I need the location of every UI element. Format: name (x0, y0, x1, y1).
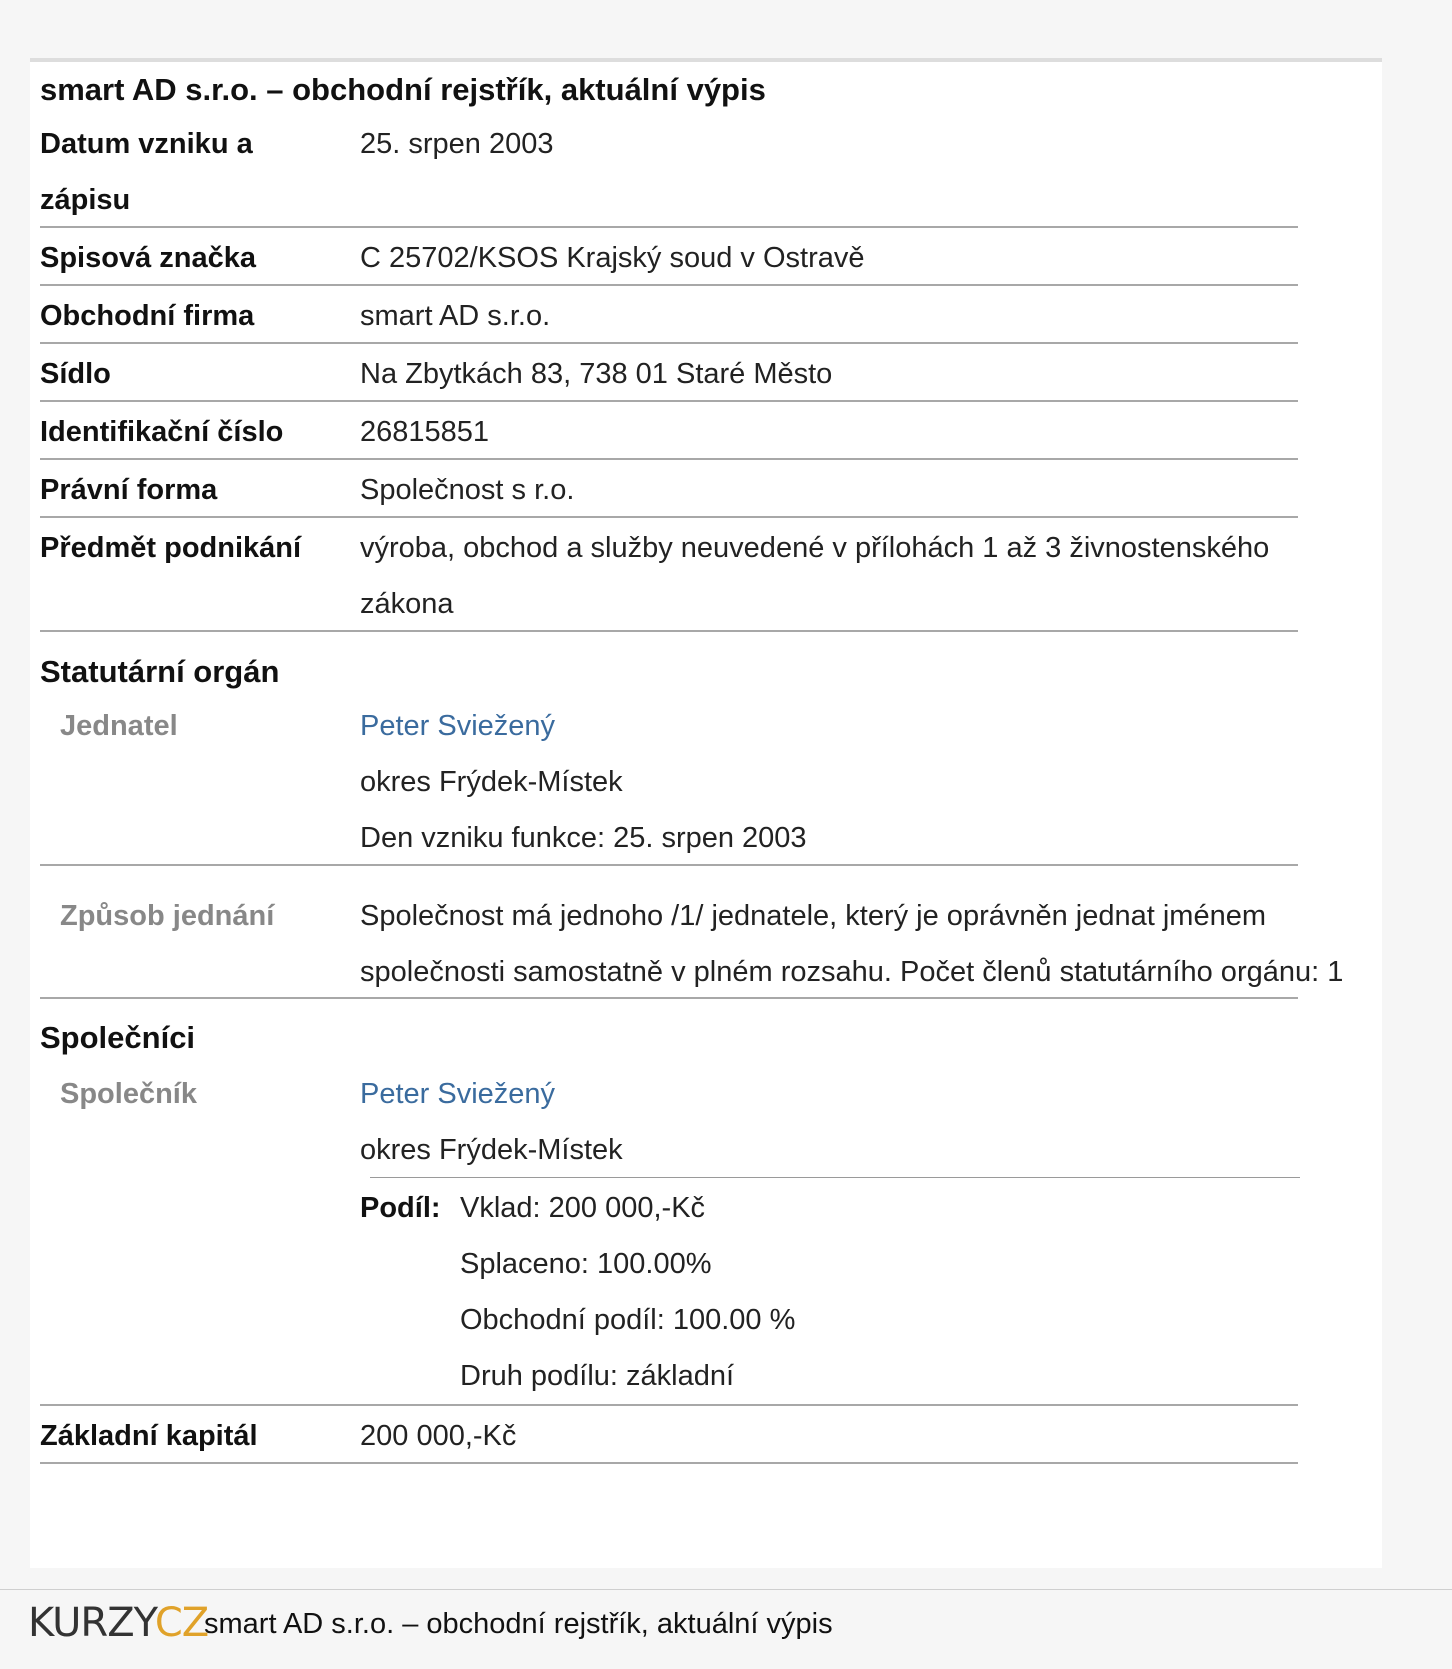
divider (40, 516, 1298, 518)
value-datum-vzniku: 25. srpen 2003 (360, 128, 554, 160)
value-pravni-forma: Společnost s r.o. (360, 474, 575, 506)
value-sidlo: Na Zbytkách 83, 738 01 Staré Město (360, 358, 833, 390)
label-podil: Podíl: (360, 1192, 441, 1224)
link-jednatel-name[interactable]: Peter Sviežený (360, 710, 556, 742)
label-spolecnik: Společník (60, 1078, 197, 1110)
label-identifikacni-cislo: Identifikační číslo (40, 416, 284, 448)
value-identifikacni-cislo: 26815851 (360, 416, 490, 448)
value-splaceno: Splaceno: 100.00% (460, 1248, 712, 1280)
divider (40, 342, 1298, 344)
footer-title: smart AD s.r.o. – obchodní rejstřík, aktuální výpis (204, 1608, 833, 1640)
divider (40, 864, 1298, 866)
value-obchodni-podil: Obchodní podíl: 100.00 % (460, 1304, 796, 1336)
divider (40, 458, 1298, 460)
divider (40, 1404, 1298, 1406)
value-predmet-podnikani-line2: zákona (360, 588, 454, 620)
label-pravni-forma: Právní forma (40, 474, 218, 506)
value-jednatel-okres: okres Frýdek-Místek (360, 766, 623, 798)
value-obchodni-firma: smart AD s.r.o. (360, 300, 551, 332)
section-heading-statutarni-organ: Statutární orgán (40, 654, 280, 689)
link-spolecnik-name[interactable]: Peter Sviežený (360, 1078, 556, 1110)
value-zpusob-jednani-line2: společnosti samostatně v plném rozsahu. Počet členů statutárního orgánu: 1 (360, 956, 1344, 988)
divider (40, 226, 1298, 228)
label-datum-vzniku-line2: zápisu (40, 184, 131, 216)
divider (40, 997, 1298, 999)
label-zakladni-kapital: Základní kapitál (40, 1420, 258, 1452)
divider-podil (370, 1177, 1300, 1178)
value-spisova-znacka: C 25702/KSOS Krajský soud v Ostravě (360, 242, 865, 274)
divider (40, 284, 1298, 286)
section-heading-spolecnici: Společníci (40, 1020, 196, 1055)
page-title: smart AD s.r.o. – obchodní rejstřík, aktuální výpis (40, 72, 766, 107)
divider (40, 400, 1298, 402)
label-jednatel: Jednatel (60, 710, 178, 742)
value-predmet-podnikani-line1: výroba, obchod a služby neuvedené v přílohách 1 až 3 živnostenského (360, 532, 1270, 564)
value-druh-podilu: Druh podílu: základní (460, 1360, 735, 1392)
label-predmet-podnikani: Předmět podnikání (40, 532, 302, 564)
logo-text-cz: CZ (154, 1600, 209, 1646)
value-zpusob-jednani-line1: Společnost má jednoho /1/ jednatele, který je oprávněn jednat jménem (360, 900, 1267, 932)
footer (0, 1589, 1452, 1669)
value-jednatel-den-vzniku: Den vzniku funkce: 25. srpen 2003 (360, 822, 807, 854)
divider (40, 630, 1298, 632)
value-spolecnik-okres: okres Frýdek-Místek (360, 1134, 623, 1166)
value-zakladni-kapital: 200 000,-Kč (360, 1420, 517, 1452)
register-card (30, 58, 1382, 1568)
label-sidlo: Sídlo (40, 358, 111, 390)
label-datum-vzniku-line1: Datum vzniku a (40, 128, 253, 160)
label-obchodni-firma: Obchodní firma (40, 300, 255, 332)
label-spisova-znacka: Spisová značka (40, 242, 256, 274)
label-zpusob-jednani: Způsob jednání (60, 900, 275, 932)
kurzy-cz-logo[interactable] (28, 1600, 208, 1646)
logo-text-kurzy: KURZY (28, 1600, 155, 1646)
divider (40, 1462, 1298, 1464)
value-vklad: Vklad: 200 000,-Kč (460, 1192, 706, 1224)
